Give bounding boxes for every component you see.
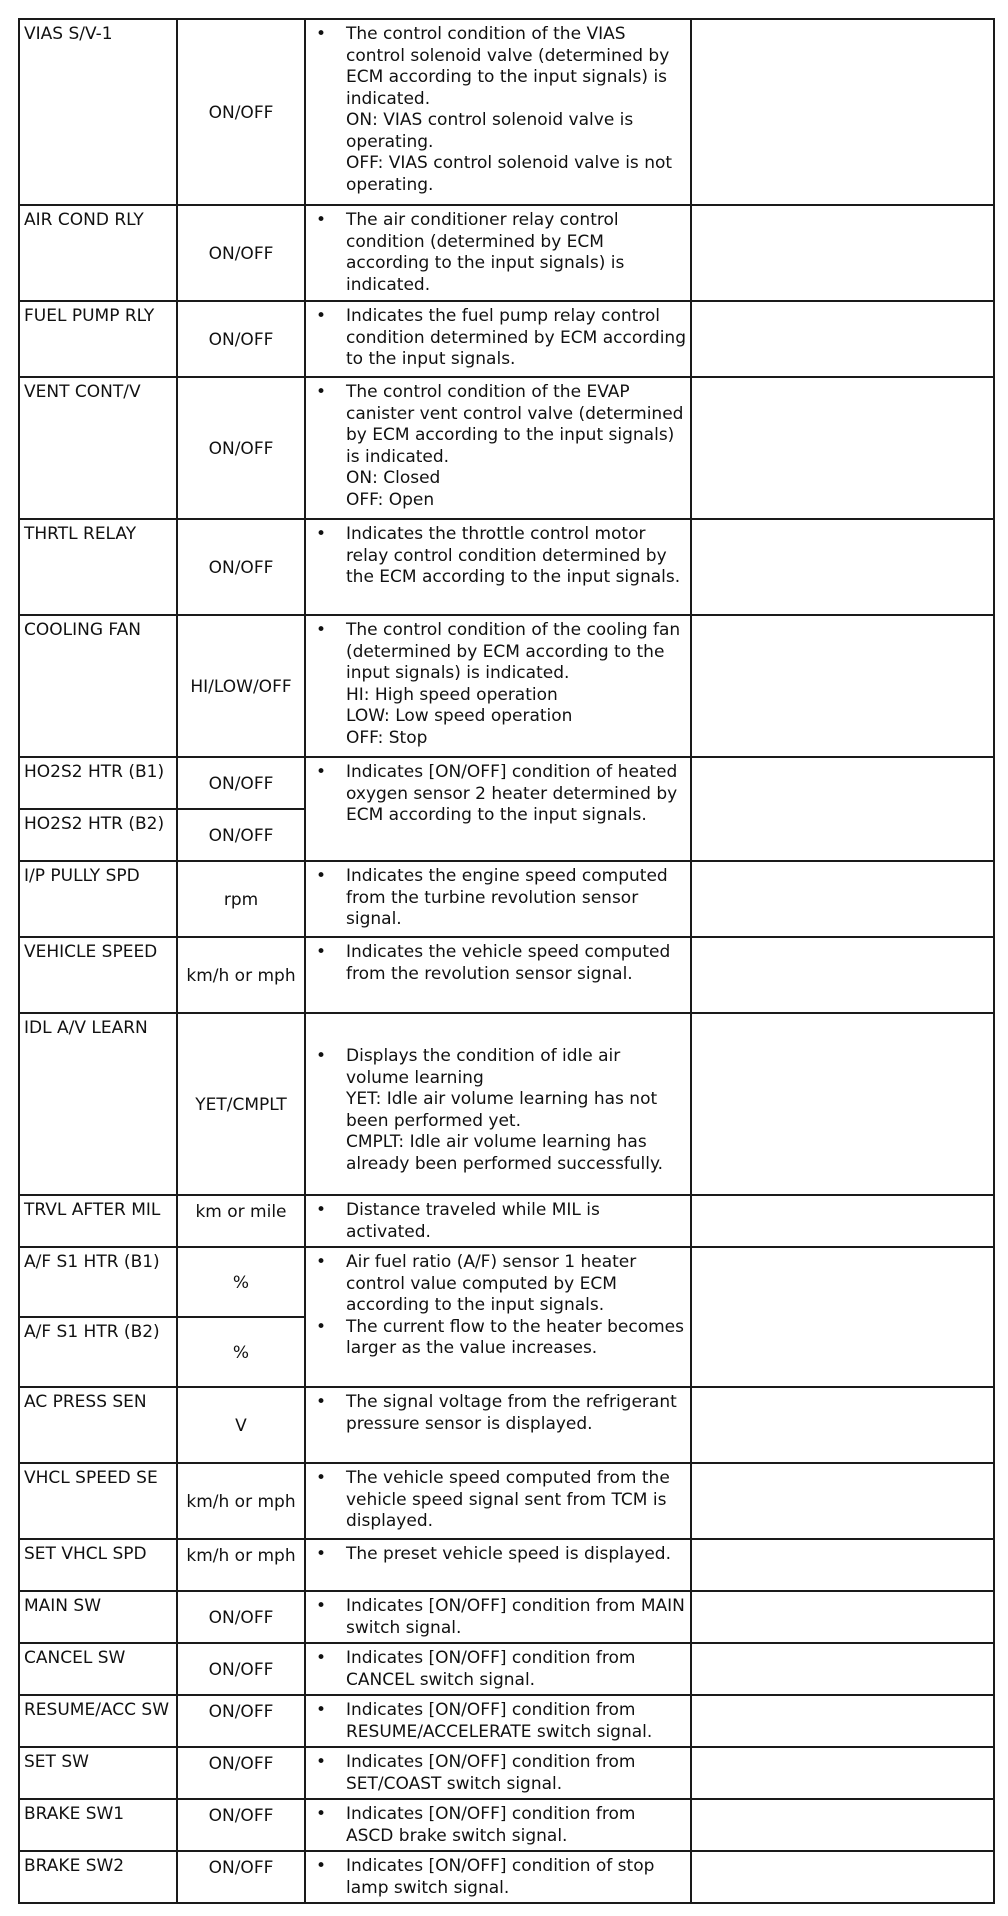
- remarks-cell: [691, 1591, 994, 1643]
- monitor-item-table-sheet: [18, 18, 993, 1904]
- monitor-item-cell: MAIN SW: [19, 1591, 177, 1643]
- table-row: [19, 861, 994, 937]
- monitor-item-cell: AC PRESS SEN: [19, 1387, 177, 1463]
- description-cell: [305, 1643, 691, 1695]
- description-text: • The control condition of the EVAP canister vent control valve (determined by ECM according to the input signals) is indicated.: [346, 382, 684, 467]
- description-bullet: [310, 620, 686, 685]
- description-text: • The preset vehicle speed is displayed.: [346, 1544, 671, 1564]
- monitor-item-cell: BRAKE SW2: [19, 1851, 177, 1903]
- monitor-item-cell: VENT CONT/V: [19, 377, 177, 519]
- remarks-cell: [691, 1799, 994, 1851]
- description-text: • Indicates [ON/OFF] condition from MAIN switch signal.: [346, 1596, 685, 1638]
- description-text: • The vehicle speed computed from the vehicle speed signal sent from TCM is displayed.: [346, 1468, 670, 1531]
- monitor-item-cell: CANCEL SW: [19, 1643, 177, 1695]
- description-cell: [305, 205, 691, 301]
- description-cell: [305, 19, 691, 205]
- remarks-cell: [691, 377, 994, 519]
- monitor-item-cell: THRTL RELAY: [19, 519, 177, 615]
- remarks-cell: [691, 1643, 994, 1695]
- remarks-cell: [691, 937, 994, 1013]
- description-bullet: [310, 762, 686, 827]
- condition-cell: km/h or mph: [177, 937, 305, 1013]
- description-bullet: [310, 1468, 686, 1533]
- description-bullet: [310, 1252, 686, 1317]
- monitor-item-cell: A/F S1 HTR (B2): [19, 1317, 177, 1387]
- remarks-cell: [691, 1195, 994, 1247]
- condition-cell: ON/OFF: [177, 377, 305, 519]
- description-bullet: [310, 24, 686, 110]
- condition-cell: ON/OFF: [177, 19, 305, 205]
- condition-cell: ON/OFF: [177, 809, 305, 861]
- description-bullet: [310, 1752, 686, 1795]
- condition-cell: ON/OFF: [177, 1643, 305, 1695]
- table-body: [19, 19, 994, 1903]
- monitor-item-cell: VHCL SPEED SE: [19, 1463, 177, 1539]
- condition-cell: ON/OFF: [177, 301, 305, 377]
- condition-cell: %: [177, 1247, 305, 1317]
- description-text: • Indicates [ON/OFF] condition from SET/COAST switch signal.: [346, 1752, 636, 1794]
- table-row: [19, 1539, 994, 1591]
- description-bullet: [310, 1046, 686, 1089]
- description-text: • Indicates the engine speed computed from the turbine revolution sensor signal.: [346, 866, 668, 929]
- table-row: [19, 615, 994, 757]
- description-cell: [305, 377, 691, 519]
- monitor-item-cell: COOLING FAN: [19, 615, 177, 757]
- description-bullet: [310, 1317, 686, 1360]
- description-bullet: [310, 1544, 686, 1566]
- remarks-cell: [691, 861, 994, 937]
- table-row: [19, 1851, 994, 1903]
- remarks-cell: [691, 1247, 994, 1387]
- condition-cell: YET/CMPLT: [177, 1013, 305, 1195]
- description-cell: [305, 1387, 691, 1463]
- monitor-item-cell: TRVL AFTER MIL: [19, 1195, 177, 1247]
- condition-cell: km/h or mph: [177, 1463, 305, 1539]
- description-cell: [305, 1539, 691, 1591]
- table-row: [19, 1387, 994, 1463]
- condition-cell: ON/OFF: [177, 205, 305, 301]
- table-row: [19, 377, 994, 519]
- description-bullet: [310, 1200, 686, 1243]
- description-cell: [305, 1747, 691, 1799]
- description-text: • Indicates [ON/OFF] condition from ASCD brake switch signal.: [346, 1804, 636, 1846]
- description-note: ON: Closed: [346, 468, 441, 488]
- table-row: [19, 757, 994, 809]
- description-text: • Distance traveled while MIL is activated.: [346, 1200, 600, 1242]
- condition-cell: HI/LOW/OFF: [177, 615, 305, 757]
- remarks-cell: [691, 1013, 994, 1195]
- description-bullet: [310, 1804, 686, 1847]
- table-row: [19, 1463, 994, 1539]
- description-bullet: [310, 1648, 686, 1691]
- remarks-cell: [691, 519, 994, 615]
- description-text: • Indicates the fuel pump relay control condition determined by ECM according to the input signals.: [346, 306, 686, 369]
- monitor-item-cell: FUEL PUMP RLY: [19, 301, 177, 377]
- description-bullet: [310, 306, 686, 371]
- table-row: [19, 1747, 994, 1799]
- description-cell: [305, 757, 691, 861]
- remarks-cell: [691, 1387, 994, 1463]
- table-row: [19, 1591, 994, 1643]
- description-cell: [305, 1247, 691, 1387]
- remarks-cell: [691, 205, 994, 301]
- condition-cell: ON/OFF: [177, 1591, 305, 1643]
- description-bullet: [310, 866, 686, 931]
- condition-cell: km or mile: [177, 1195, 305, 1247]
- monitor-item-cell: IDL A/V LEARN: [19, 1013, 177, 1195]
- remarks-cell: [691, 19, 994, 205]
- monitor-item-cell: RESUME/ACC SW: [19, 1695, 177, 1747]
- table-row: [19, 1013, 994, 1195]
- description-note: HI: High speed operation: [346, 684, 558, 705]
- description-note: OFF: Open: [346, 489, 435, 510]
- description-text: • The control condition of the VIAS control solenoid valve (determined by ECM according to the input signals) is indicated.: [346, 24, 670, 109]
- table-row: [19, 301, 994, 377]
- monitor-item-cell: BRAKE SW1: [19, 1799, 177, 1851]
- description-cell: [305, 1195, 691, 1247]
- description-text: • Indicates the vehicle speed computed from the revolution sensor signal.: [346, 942, 671, 984]
- monitor-item-cell: SET SW: [19, 1747, 177, 1799]
- remarks-cell: [691, 301, 994, 377]
- description-text: • Indicates [ON/OFF] condition of stop lamp switch signal.: [346, 1856, 655, 1898]
- description-cell: [305, 301, 691, 377]
- description-note: OFF: Stop: [346, 727, 428, 748]
- monitor-item-cell: A/F S1 HTR (B1): [19, 1247, 177, 1317]
- table-row: [19, 937, 994, 1013]
- description-cell: [305, 615, 691, 757]
- description-text: • The control condition of the cooling fan (determined by ECM according to the input signals) is indicated.: [346, 620, 681, 683]
- description-text: • The current flow to the heater becomes larger as the value increases.: [346, 1316, 684, 1358]
- monitor-item-cell: HO2S2 HTR (B1): [19, 757, 177, 809]
- description-cell: [305, 1013, 691, 1195]
- condition-cell: ON/OFF: [177, 519, 305, 615]
- description-cell: [305, 861, 691, 937]
- monitor-item-cell: I/P PULLY SPD: [19, 861, 177, 937]
- remarks-cell: [691, 1695, 994, 1747]
- table-row: [19, 1247, 994, 1317]
- table-row: [19, 19, 994, 205]
- description-text: • Indicates the throttle control motor relay control condition determined by the ECM according to the input signals.: [346, 524, 681, 587]
- description-text: • Indicates [ON/OFF] condition from CANCEL switch signal.: [346, 1648, 636, 1690]
- description-note: CMPLT: Idle air volume learning has already been performed successfully.: [346, 1132, 664, 1174]
- table-row: [19, 519, 994, 615]
- description-text: • The air conditioner relay control condition (determined by ECM according to the input signals) is indicated.: [346, 210, 625, 295]
- remarks-cell: [691, 1851, 994, 1903]
- description-bullet: [310, 524, 686, 589]
- condition-cell: km/h or mph: [177, 1539, 305, 1591]
- description-cell: [305, 519, 691, 615]
- description-note: ON: VIAS control solenoid valve is operating.: [346, 110, 634, 152]
- description-text: • Displays the condition of idle air volume learning: [346, 1046, 621, 1088]
- condition-cell: rpm: [177, 861, 305, 937]
- condition-cell: ON/OFF: [177, 757, 305, 809]
- description-text: • The signal voltage from the refrigerant pressure sensor is displayed.: [346, 1392, 677, 1434]
- condition-cell: ON/OFF: [177, 1695, 305, 1747]
- description-bullet: [310, 1856, 686, 1899]
- description-cell: [305, 1851, 691, 1903]
- description-cell: [305, 1799, 691, 1851]
- monitor-item-cell: VIAS S/V-1: [19, 19, 177, 205]
- table-row: [19, 1195, 994, 1247]
- remarks-cell: [691, 1747, 994, 1799]
- condition-cell: ON/OFF: [177, 1747, 305, 1799]
- condition-cell: V: [177, 1387, 305, 1463]
- description-note: LOW: Low speed operation: [346, 706, 573, 726]
- description-cell: [305, 937, 691, 1013]
- description-note: OFF: VIAS control solenoid valve is not operating.: [346, 153, 673, 195]
- description-text: • Air fuel ratio (A/F) sensor 1 heater control value computed by ECM according to the input signals.: [346, 1252, 637, 1315]
- table-row: [19, 205, 994, 301]
- description-cell: [305, 1695, 691, 1747]
- description-bullet: [310, 382, 686, 468]
- table-row: [19, 1643, 994, 1695]
- remarks-cell: [691, 615, 994, 757]
- table-row: [19, 1799, 994, 1851]
- description-cell: [305, 1463, 691, 1539]
- condition-cell: %: [177, 1317, 305, 1387]
- condition-cell: ON/OFF: [177, 1799, 305, 1851]
- monitor-item-cell: VEHICLE SPEED: [19, 937, 177, 1013]
- remarks-cell: [691, 1463, 994, 1539]
- remarks-cell: [691, 1539, 994, 1591]
- table-row: [19, 1695, 994, 1747]
- description-bullet: [310, 1700, 686, 1743]
- monitor-item-cell: SET VHCL SPD: [19, 1539, 177, 1591]
- monitor-item-cell: AIR COND RLY: [19, 205, 177, 301]
- monitor-item-cell: HO2S2 HTR (B2): [19, 809, 177, 861]
- description-bullet: [310, 1392, 686, 1435]
- description-cell: [305, 1591, 691, 1643]
- description-text: • Indicates [ON/OFF] condition from RESUME/ACCELERATE switch signal.: [346, 1700, 653, 1742]
- description-note: YET: Idle air volume learning has not been performed yet.: [346, 1089, 658, 1131]
- monitor-item-table: [18, 18, 995, 1904]
- description-bullet: [310, 942, 686, 985]
- description-bullet: [310, 210, 686, 296]
- description-text: • Indicates [ON/OFF] condition of heated oxygen sensor 2 heater determined by ECM according to the input signals.: [346, 762, 678, 825]
- remarks-cell: [691, 757, 994, 861]
- condition-cell: ON/OFF: [177, 1851, 305, 1903]
- description-bullet: [310, 1596, 686, 1639]
